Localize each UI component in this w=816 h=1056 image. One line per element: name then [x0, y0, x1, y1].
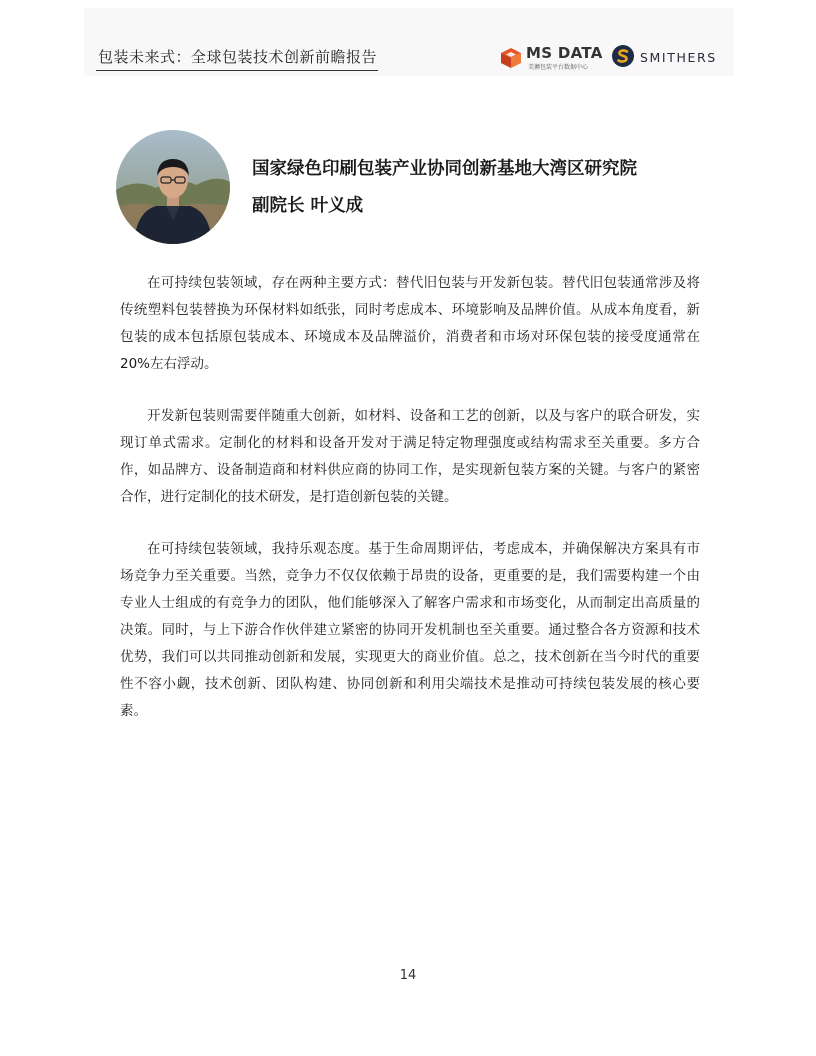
paragraph: 在可持续包装领域，存在两种主要方式：替代旧包装与开发新包装。替代旧包装通常涉及将传统塑料包装替换为环保材料如纸张，同时考虑成本、环境影响及品牌价值。从成本角度看，新包装的成本包括原包装成本、环境成本及品牌溢价，消费者和市场对环保包装的接受度通常在 20%左右浮动。 — [120, 275, 700, 372]
page-number: 14 — [399, 968, 417, 983]
avatar — [116, 130, 230, 244]
smithers-name: SMITHERS — [640, 50, 717, 65]
paragraph: 开发新包装则需要伴随重大创新，如材料、设备和工艺的创新，以及与客户的联合研发，实现订单式需求。定制化的材料和设备开发对于满足特定物理强度或结构需求至关重要。多方合作，如品牌方、设备制造商和材料供应商的协同工作，是实现新包装方案的关键。与客户的紧密合作，进行定制化的技术研发，是打造创新包装的关键。 — [120, 408, 700, 505]
ms-data-name: MS DATA — [526, 44, 603, 62]
ms-data-cube-icon — [499, 46, 523, 70]
smithers-s-icon — [611, 44, 635, 68]
ms-data-subtitle: 美狮包装平台数据中心 — [528, 64, 589, 71]
header-divider — [96, 70, 378, 71]
profile-organization: 国家绿色印刷包装产业协同创新基地大湾区研究院 — [252, 159, 637, 179]
portrait-photo — [116, 130, 230, 244]
report-title: 包装未来式：全球包装技术创新前瞻报告 — [98, 48, 378, 66]
paragraph: 在可持续包装领域，我持乐观态度。基于生命周期评估，考虑成本，并确保解决方案具有市场竞争力至关重要。当然，竞争力不仅仅依赖于昂贵的设备，更重要的是，我们需要构建一个由专业人士组成的有竞争力的团队，他们能够深入了解客户需求和市场变化，从而制定出高质量的决策。同时，与上下游合作伙伴建立紧密的协同开发机制也至关重要。通过整合各方资源和技术优势，我们可以共同推动创新和发展，实现更大的商业价值。总之，技术创新在当今时代的重要性不容小觑，技术创新、团队构建、协同创新和利用尖端技术是推动可持续包装发展的核心要素。 — [120, 541, 700, 719]
profile-role-name: 副院长 叶义成 — [252, 196, 364, 216]
article-body — [120, 270, 700, 750]
smithers-logo — [611, 44, 723, 70]
ms-data-logo — [499, 44, 603, 72]
